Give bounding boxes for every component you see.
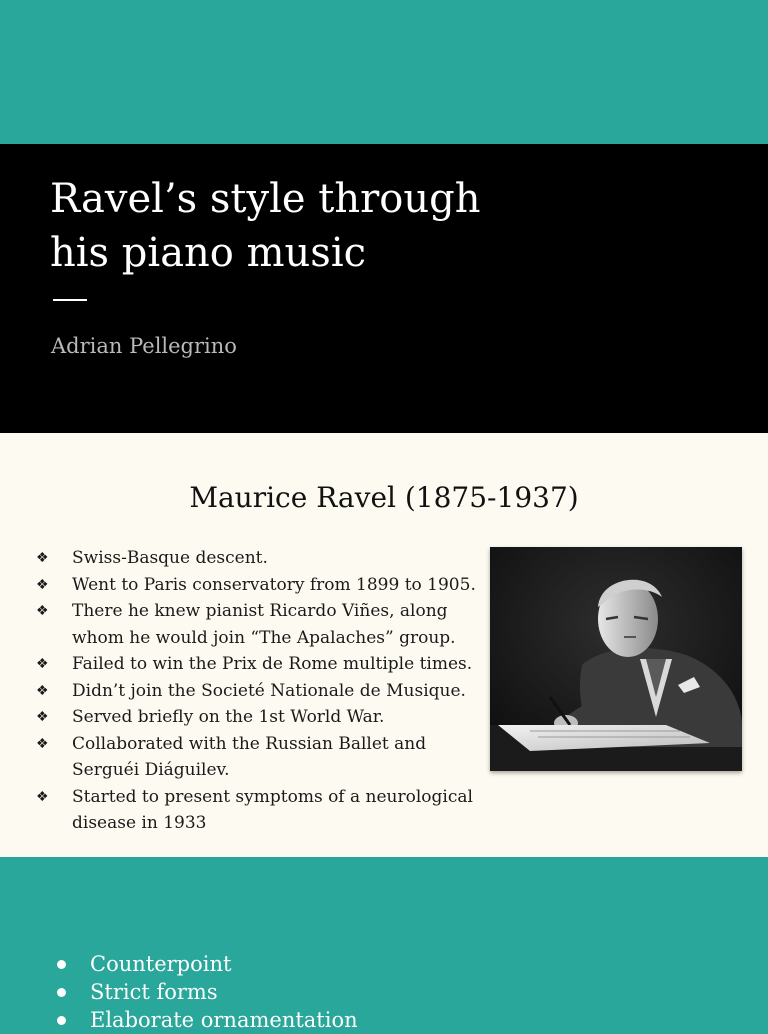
bullet-text: Served briefly on the 1st World War.	[72, 707, 385, 727]
diamond-bullet-icon: ❖	[36, 682, 49, 699]
biography-bullet-list	[36, 545, 476, 837]
author-name: Adrian Pellegrino	[51, 334, 237, 358]
list-item	[36, 572, 476, 599]
diamond-bullet-icon: ❖	[36, 735, 49, 752]
list-item	[36, 651, 476, 678]
feature-text: Elaborate ornamentation	[90, 1008, 358, 1032]
portrait-photo	[490, 547, 742, 771]
title-line-1: Ravel’s style through	[50, 176, 481, 222]
circle-bullet-icon	[57, 988, 66, 997]
bullet-text: There he knew pianist Ricardo Viñes, along whom he would join “The Apalaches” group.	[72, 601, 456, 648]
title-line-2: his piano music	[50, 230, 367, 276]
bullet-text: Swiss-Basque descent.	[72, 548, 268, 568]
list-item	[36, 731, 476, 784]
diamond-bullet-icon: ❖	[36, 656, 49, 672]
title-divider	[53, 299, 87, 301]
diamond-bullet-icon: ❖	[36, 550, 49, 566]
bullet-text: Went to Paris conservatory from 1899 to 1905.	[72, 574, 476, 595]
bullet-text: Collaborated with the Russian Ballet and Serguéi Diáguilev.	[72, 733, 427, 780]
bullet-text: Started to present symptoms of a neurological disease in 1933	[72, 786, 473, 833]
diamond-bullet-icon: ❖	[36, 603, 49, 619]
list-item	[36, 704, 476, 731]
list-item	[53, 1006, 358, 1034]
biography-heading: Maurice Ravel (1875-1937)	[189, 481, 579, 514]
top-teal-band	[0, 0, 768, 144]
list-item	[36, 784, 476, 837]
diamond-bullet-icon: ❖	[36, 709, 49, 725]
list-item	[53, 978, 358, 1006]
presentation-title	[50, 172, 570, 280]
feature-text: Strict forms	[90, 980, 218, 1004]
circle-bullet-icon	[57, 960, 66, 969]
list-item	[36, 545, 476, 572]
bullet-text: Failed to win the Prix de Rome multiple times.	[72, 654, 473, 674]
feature-text: Counterpoint	[90, 952, 232, 976]
list-item	[36, 598, 476, 651]
list-item	[36, 678, 476, 705]
bullet-text: Didn’t join the Societé Nationale de Musique.	[72, 680, 466, 701]
diamond-bullet-icon: ❖	[36, 576, 49, 593]
list-item	[53, 950, 358, 978]
features-bullet-list	[53, 950, 358, 1034]
diamond-bullet-icon: ❖	[36, 788, 49, 805]
